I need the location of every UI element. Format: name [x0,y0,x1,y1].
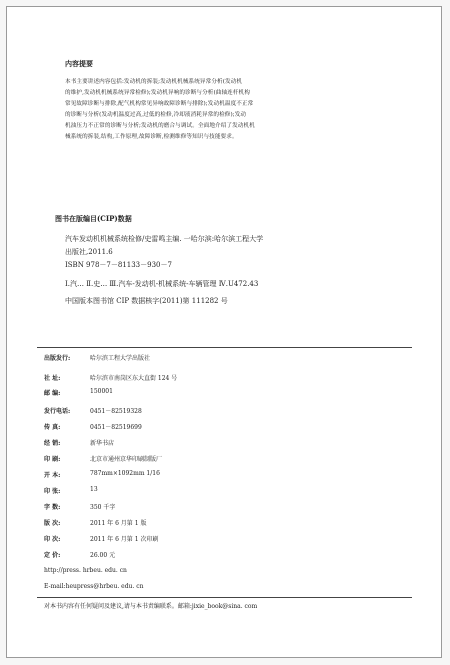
pub-label: 印 刷: [44,456,61,463]
pub-label: 印 次: [44,536,61,543]
summary-line: 常见故障诊断与排除,配气机构常见异响故障诊断与排除);发动机温度不正常 [65,101,254,107]
cip-title: 图书在版编目(CIP)数据 [55,214,132,223]
pub-label: 字 数: [44,504,61,511]
summary-line: 械系统的拆装,结构,工作原理,故障诊断,检测维修等知识与技能要求。 [65,134,238,140]
pub-label: 版 次: [44,520,61,527]
cip-catalog-line: 汽车发动机机械系统检修/史雷鸣主编. 一哈尔滨:哈尔滨工程大学 [65,235,264,243]
pub-label: 发行电话: [44,408,71,415]
summary-line: 机油压力不正常的诊断与分析;发动机的磨合与调试。全面地介绍了发动机机 [65,123,255,129]
divider [37,597,412,598]
pub-value: 2011 年 6 月第 1 版 [90,520,147,527]
summary-line: 的维护,发动机机械系统异常检修);发动机异响的诊断与分析(曲轴连杆机构 [65,90,250,96]
pub-label: 邮 编: [44,390,61,397]
pub-label: 出版发行: [44,355,71,362]
pub-label: 社 址: [44,375,61,382]
cip-classification: Ⅰ.汽… Ⅱ.史… Ⅲ.汽车-发动机-机械系统-车辆管理 Ⅳ.U472.43 [65,280,259,288]
pub-value: 787mm×1092mm 1/16 [90,470,160,477]
pub-label: 传 真: [44,424,61,431]
pub-value: 哈尔滨工程大学出版社 [90,355,151,362]
publisher-website: http://press. hrbeu. edu. cn [44,567,127,574]
footer-note: 对本书内容有任何疑问及建议,请与本书责编联系。邮箱:jixie_book@sina. com [44,603,258,610]
pub-value: 哈尔滨市南岗区东大直街 124 号 [90,375,178,382]
publisher-email: E-mail:heupress@hrbeu. edu. cn [44,583,144,590]
summary-line: 本书主要讲述内容包括:发动机的拆装;发动机机械系统异常分析(发动机 [65,79,243,85]
pub-label: 印 张: [44,488,61,495]
divider [37,347,412,348]
cip-catalog-line: 出版社,2011.6 [65,248,113,256]
pub-label: 经 销: [44,440,61,447]
pub-value: 2011 年 6 月第 1 次印刷 [90,536,159,543]
pub-value: 0451－82519328 [90,408,142,415]
pub-value: 0451－82519699 [90,424,142,431]
cip-isbn: ISBN 978－7－81133－930－7 [65,261,172,269]
pub-label: 定 价: [44,552,61,559]
summary-heading: 内容提要 [65,59,93,68]
pub-value: 新华书店 [90,440,115,447]
pub-value: 北京市通州京华印刷制版厂 [90,456,163,463]
cip-core-number: 中国版本图书馆 CIP 数据核字(2011)第 111282 号 [65,297,228,305]
pub-value: 13 [90,486,98,493]
copyright-page [6,6,442,658]
pub-value: 150001 [90,388,113,395]
summary-line: 的诊断与分析(发动机温度过高,过低的检修,冷却液消耗异常的检修);发动 [65,112,247,118]
pub-label: 开 本: [44,472,61,479]
pub-value: 26.00 元 [90,552,116,559]
pub-value: 350 千字 [90,504,116,511]
